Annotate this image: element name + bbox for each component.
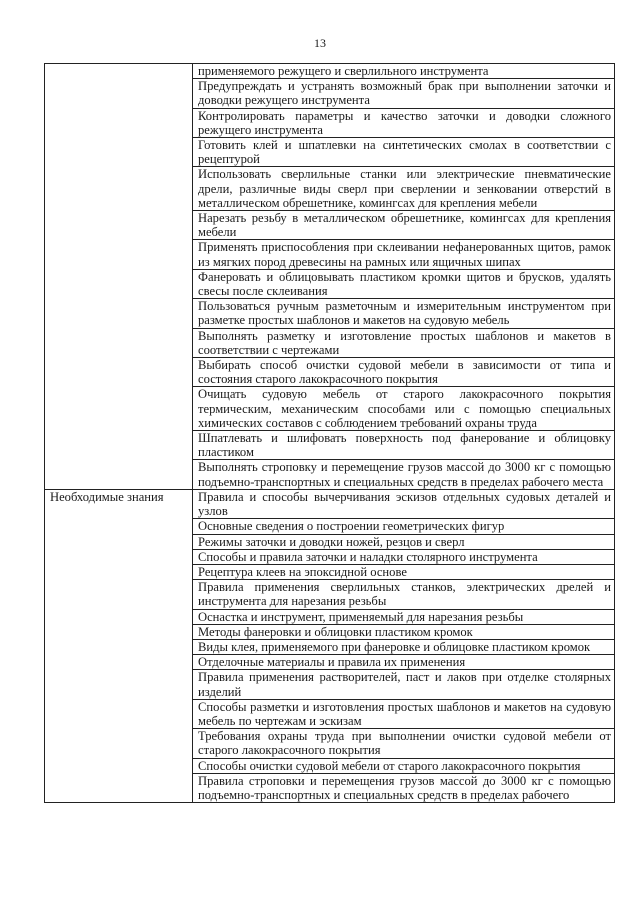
- table-cell: Правила применения сверлильных станков, электрических дрелей и инструмента для нарезания резьбы: [193, 580, 615, 609]
- table-cell: Способы очистки судовой мебели от старого лакокрасочного покрытия: [193, 758, 615, 773]
- table-cell: Способы разметки и изготовления простых шаблонов и макетов на судовую мебель по чертежам и эскизам: [193, 699, 615, 728]
- table-cell: Методы фанеровки и облицовки пластиком кромок: [193, 624, 615, 639]
- requirements-table: [44, 63, 615, 803]
- table-cell: Применять приспособления при склеивании нефанерованных щитов, рамок из мягких пород древесины на рамных или ящичных шипах: [193, 240, 615, 269]
- table-cell: Рецептура клеев на эпоксидной основе: [193, 564, 615, 579]
- table-cell: Фанеровать и облицовывать пластиком кромки щитов и брусков, удалять свесы после склеивания: [193, 269, 615, 298]
- table-cell: Готовить клей и шпатлевки на синтетических смолах в соответствии с рецептурой: [193, 138, 615, 167]
- table-cell: Правила применения растворителей, паст и лаков при отделке столярных изделий: [193, 670, 615, 699]
- table-cell: Очищать судовую мебель от старого лакокрасочного покрытия термическим, механическим способами или с помощью специальных химических составов с соблюдением требований охраны труда: [193, 387, 615, 431]
- section-label-continued: [45, 64, 193, 490]
- table-cell: Способы и правила заточки и наладки столярного инструмента: [193, 549, 615, 564]
- table-cell: Шпатлевать и шлифовать поверхность под фанерование и облицовку пластиком: [193, 431, 615, 460]
- table-cell: Отделочные материалы и правила их применения: [193, 655, 615, 670]
- table-cell: Требования охраны труда при выполнении очистки судовой мебели от старого лакокрасочного покрытия: [193, 729, 615, 758]
- table-cell: Выполнять разметку и изготовление простых шаблонов и макетов в соответствии с чертежами: [193, 328, 615, 357]
- table-cell: Выполнять строповку и перемещение грузов массой до 3000 кг с помощью подъемно-транспортных и специальных средств в пределах рабочего места: [193, 460, 615, 489]
- table-cell: Оснастка и инструмент, применяемый для нарезания резьбы: [193, 609, 615, 624]
- table-cell: Виды клея, применяемого при фанеровке и облицовке пластиком кромок: [193, 639, 615, 654]
- table-row: [45, 489, 615, 518]
- table-cell: Правила строповки и перемещения грузов массой до 3000 кг с помощью подъемно-транспортных и специальных средств в пределах рабочего: [193, 773, 615, 802]
- table-cell: Основные сведения о построении геометрических фигур: [193, 519, 615, 534]
- table-cell: применяемого режущего и сверлильного инструмента: [193, 64, 615, 79]
- table-row: [45, 64, 615, 79]
- table-cell: Предупреждать и устранять возможный брак при выполнении заточки и доводки режущего инструмента: [193, 79, 615, 108]
- table-cell: Правила и способы вычерчивания эскизов отдельных судовых деталей и узлов: [193, 489, 615, 518]
- table-cell: Контролировать параметры и качество заточки и доводки сложного режущего инструмента: [193, 108, 615, 137]
- section-label: Необходимые знания: [45, 489, 193, 802]
- page-number: 13: [314, 36, 326, 50]
- table-cell: Использовать сверлильные станки или электрические пневматические дрели, различные виды сверл при сверлении и зенковании отверстий в металлическом обрешетнике, комингсах для крепления мебели: [193, 167, 615, 211]
- table-cell: Нарезать резьбу в металлическом обрешетнике, комингсах для крепления мебели: [193, 211, 615, 240]
- table-cell: Выбирать способ очистки судовой мебели в зависимости от типа и состояния старого лакокрасочного покрытия: [193, 358, 615, 387]
- table-cell: Режимы заточки и доводки ножей, резцов и сверл: [193, 534, 615, 549]
- table-cell: Пользоваться ручным разметочным и измерительным инструментом при разметке простых шаблонов и макетов на судовую мебель: [193, 299, 615, 328]
